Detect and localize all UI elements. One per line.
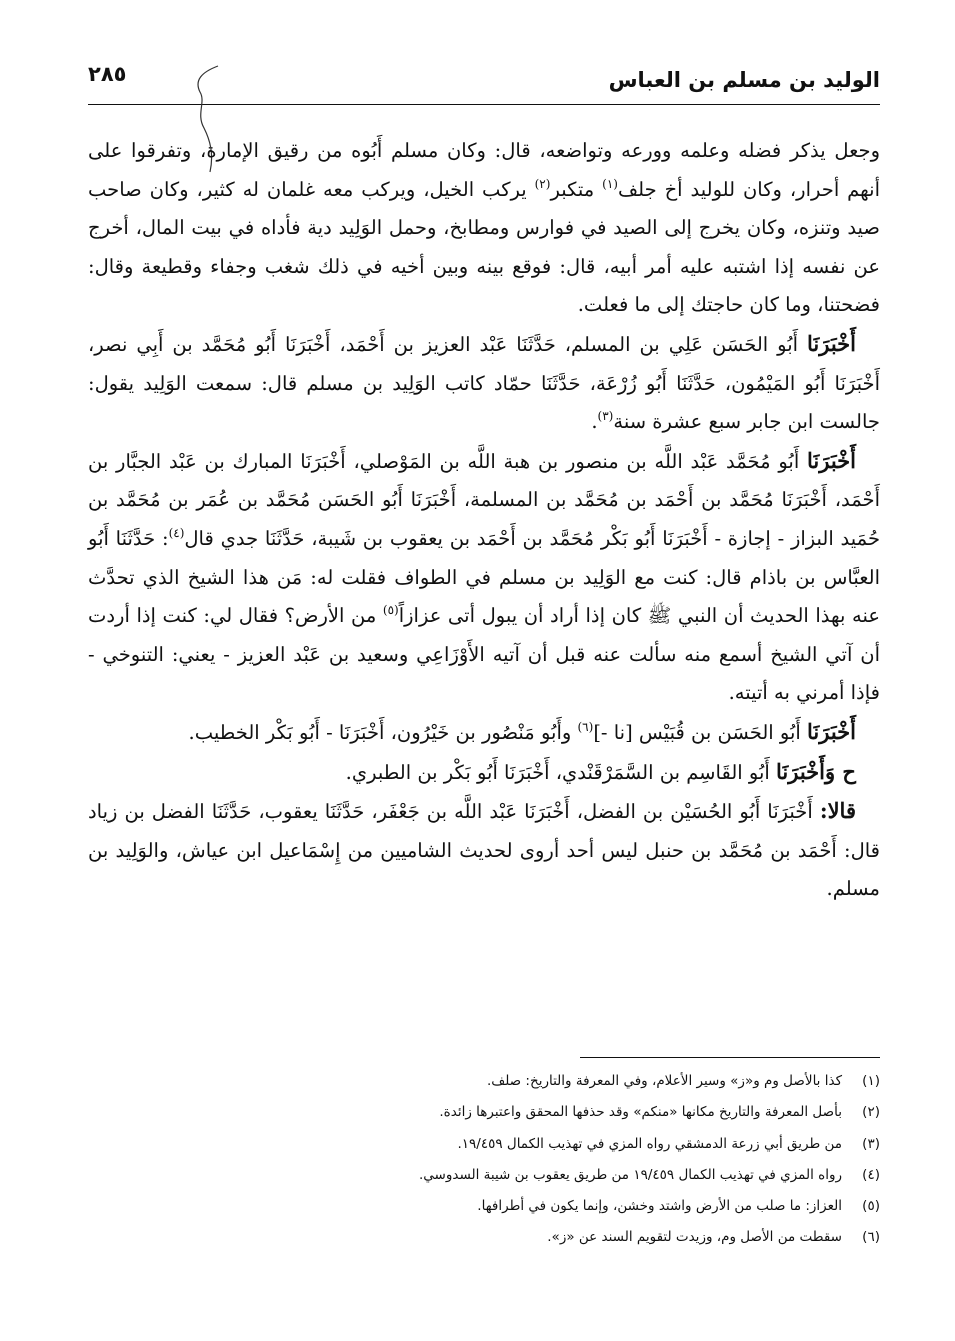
- p1-text-2: متكبر: [550, 177, 603, 201]
- p1-text: وجعل يذكر فضله وعلمه وورعه وتواضعه، قال: وكان مسلم أَبُوه من رقيق الإمارة، وتفرقوا على أنهم أحرار، وكان للوليد أخ جلف: [88, 139, 880, 201]
- footnote-1: [88, 1066, 880, 1097]
- footnote-text: رواه المزي في تهذيب الكمال ١٩/٤٥٩ من طريق يعقوب بن شيبة السدوسي.: [418, 1166, 842, 1183]
- footnote-number: (٤): [862, 1166, 880, 1183]
- footnote-3: [88, 1129, 880, 1160]
- footnote-number: (٦): [862, 1229, 880, 1246]
- footnote-text: من طريق أبي زرعة الدمشقي رواه المزي في تهذيب الكمال ١٩/٤٥٩.: [457, 1135, 842, 1152]
- page-number: ٢٨٥: [88, 62, 127, 86]
- isnad-keyword: أَخْبَرَنَا: [807, 718, 856, 744]
- footnote-number: (١): [862, 1073, 880, 1089]
- footnote-marker[interactable]: (٦): [577, 719, 594, 734]
- footnote-2: [88, 1097, 880, 1128]
- footnote-number: (٢): [862, 1104, 880, 1121]
- paragraph-1: [88, 132, 880, 325]
- isnad-keyword: قالا:: [819, 798, 856, 824]
- p3-text-2: : حَدَّثَنَا أَبُو العبَّاس بن باذام قال: كنت مع الوَلِيد بن مسلم في الطواف فقلت له: مَن هذا الشيخ الذي تحدَّث عنه بهذا الحديث أن النبي ﷺ كان إذا أراد أن يبول أتى عزازاً: [88, 526, 880, 628]
- footnote-marker[interactable]: (٣): [597, 409, 614, 424]
- footnote-text: بأصل المعرفة والتاريخ مكانها «منكم» وقد حذفها المحقق واعتبرها زائدة.: [439, 1104, 842, 1121]
- footnote-marker[interactable]: (٥): [382, 603, 399, 618]
- p3-text: أَبُو مُحَمَّد عَبْد اللَّه بن منصور بن هبة اللَّه بن المَوْصلي، أَخْبَرَنَا المبارك بن عَبْد الجبَّار بن أَحْمَد، أَخْبَرَنَا مُحَمَّد بن أَحْمَد بن مُحَمَّد بن المسلمة، أَخْبَرَنَا أَبُو الحَسَن مُحَمَّد بن عُمَر بن مُحَمَّد بن حُمَيد البزاز - إجازة - أَخْبَرَنَا أَبُو بَكْر مُحَمَّد بن أَحْمَد بن يعقوب بن شَيبة، حَدَّثَنَا جدي قال: [88, 449, 881, 550]
- footnote-4: [88, 1160, 880, 1191]
- p2-text-2: .: [591, 410, 598, 434]
- footnote-6: [88, 1222, 880, 1253]
- p3-text-3: من الأرض؟ فقال لي: كنت إذا أردت أن آتي الشيخ أسمع منه سألت عنه قبل أن آتيه الأَوْزَاعِي وسعيد بن عَبْد العزيز - يعني: التنوخي - فإذا أمرني به أتيته.: [88, 604, 880, 705]
- paragraph-2: [88, 325, 880, 442]
- isnad-keyword: أَخْبَرَنَا: [807, 447, 856, 473]
- footnote-separator: [580, 1057, 880, 1058]
- main-text: [88, 132, 880, 909]
- running-title: الوليد بن مسلم بن العباس: [608, 68, 880, 92]
- footnote-text: كذا بالأصل وم و«ز» وسير الأعلام، وفي المعرفة والتاريخ: صلف.: [486, 1073, 842, 1089]
- p1-text-3: يركب الخيل، ويركب معه غلمان له كثير، وكان صاحب صيد وتنزه، وكان يخرج إلى الصيد في فوارس ومطابخ، وحمل الوَلِيد دية فأداه في بيت المال، أخرج عن نفسه إذا اشتبه عليه أمر أبيه، قال: فوقع بينه وبين أخيه في ذلك شغب وجفاء وقطيعة وقال: فضحتنا، وما كان حاجتك إلى ما فعلت.: [88, 177, 880, 317]
- p4-text-2: وأَبُو مَنْصُور بن خَيْرُون، أَخْبَرَنَا - أَبُو بَكْر الخطيب.: [188, 720, 578, 744]
- footnote-text: العزاز: ما صلب من الأرض واشتد وخشن، وإنما يكون في أطرافها.: [477, 1198, 842, 1215]
- paragraph-3: [88, 442, 880, 713]
- paragraph-5: [88, 753, 880, 793]
- isnad-keyword: أَخْبَرَنَا: [807, 330, 856, 356]
- footnote-number: (٥): [862, 1198, 880, 1215]
- footnote-marker[interactable]: (٤): [168, 525, 185, 540]
- p6-text: أَخْبَرَنَا أَبُو الحُسَيْن بن الفضل، أَخْبَرَنَا عَبْد اللَّه بن جَعْفَر، حَدَّثَنَا يعقوب، حَدَّثَنَا الفضل بن زياد قال: أَحْمَد بن مُحَمَّد بن حنبل ليس أحد أروى لحديث الشاميين من إِسْمَاعيل ابن عياش، والوَلِيد بن مسلم.: [88, 800, 880, 901]
- paragraph-4: [88, 713, 880, 753]
- p5-text: أَبُو القَاسِم بن السَّمَرْقَنْدي، أَخْبَرَنَا أَبُو بَكْر بن الطبري.: [345, 760, 776, 784]
- paragraph-6: [88, 792, 880, 909]
- p4-text: أَبُو الحَسَن بن قُبَيْس [نا -]: [593, 720, 808, 744]
- p2-text: أَبُو الحَسَن عَلِي بن المسلم، حَدَّثَنَا عَبْد العزيز بن أَحْمَد، أَخْبَرَنَا أَبُو مُحَمَّد بن أَبِي نصر، أَخْبَرَنَا أَبُو المَيْمُون، حَدَّثَنَا أَبُو زُرْعَة، حَدَّثَنَا حمّاد كاتب الوَلِيد بن مسلم قال: سمعت الوَلِيد يقول: جالست ابن جابر سبع عشرة سنة: [88, 332, 880, 434]
- footnotes: [88, 1066, 880, 1254]
- footnote-marker[interactable]: (٢): [534, 176, 551, 191]
- footnote-number: (٣): [862, 1135, 880, 1152]
- footnote-5: [88, 1191, 880, 1222]
- isnad-keyword: ح وَأَخْبَرَنَا: [776, 758, 856, 784]
- footnote-marker[interactable]: (١): [602, 176, 618, 191]
- footnote-text: سقطت من الأصل وم، وزيدت لتقويم السند عن «ز».: [547, 1229, 842, 1246]
